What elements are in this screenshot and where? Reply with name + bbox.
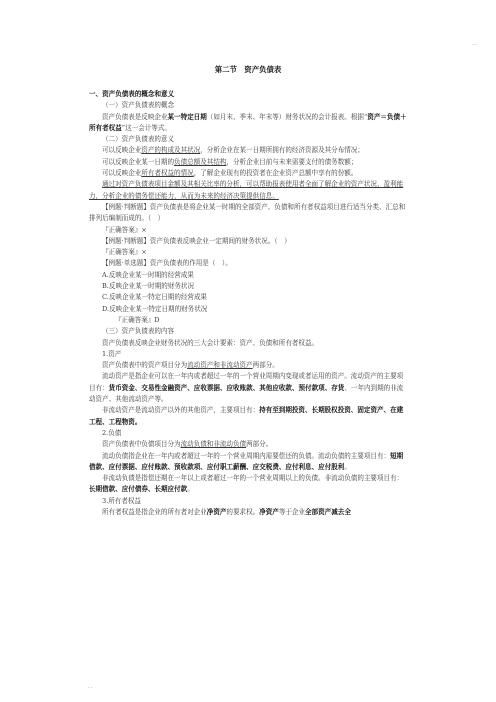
paragraph — [89, 473, 407, 496]
text-run: 等于企业 — [278, 507, 306, 516]
text-run: 【例题·单选题】资产负债表的作用是（ ）。 — [102, 259, 232, 268]
text-run: 所有者权益是指企业的所有者对企业 — [102, 507, 207, 516]
text-run: 可以反映企业某一日期的 — [102, 157, 175, 166]
text-run: 可以反映企业 — [102, 169, 142, 178]
text-run: 非流动资产是流动资产以外的其他资产，主要项目有： — [102, 406, 260, 415]
emphasis-text: 净资产 — [259, 507, 279, 516]
text-run: （三）资产负债表的内容 — [102, 327, 175, 336]
text-run: 资产负债表反映企业财务状况的三大会计要素：资产、负债和所有者权益。 — [102, 338, 319, 347]
paragraph — [89, 349, 407, 360]
text-run: （一）资产负债表的概念 — [102, 101, 175, 110]
paragraph — [89, 89, 407, 100]
text-run: 『正确答案』× — [102, 248, 147, 257]
paragraph — [89, 360, 407, 371]
emphasis-text: 某一特定日期 — [167, 112, 207, 121]
text-run: ，了解企业现有的投资者在企业资产总额中享有的份额。 — [193, 169, 358, 178]
paragraph — [89, 326, 407, 337]
underlined-text: 资产的构成及其状况 — [141, 146, 201, 155]
emphasis-text: 资产＝负债＋所有者权益 — [89, 112, 407, 132]
text-run: （二）资产负债表的意义 — [102, 135, 175, 144]
paragraph — [89, 281, 407, 292]
paragraph — [89, 315, 407, 326]
paragraph — [89, 202, 407, 225]
emphasis-text: 短期借款、应付票据、应付账款、预收款项、应付职工薪酬、应交税费、应付利息、应付股利 — [89, 451, 404, 471]
page-corner-mark-bottom: .. — [88, 683, 94, 690]
paragraph — [89, 405, 407, 428]
document-page — [89, 64, 407, 518]
text-run: （如月末、季末、年末等）财务状况的会计报表。根据“ — [206, 112, 368, 121]
text-run: 、一年内到期的非流动资产、其他流动资产等。 — [89, 383, 404, 404]
paragraph — [89, 258, 407, 269]
page-corner-mark-top: .. — [472, 40, 478, 47]
paragraph — [89, 270, 407, 281]
text-run: 资产负债表中的资产项目分为 — [102, 361, 188, 370]
paragraph — [89, 507, 407, 518]
paragraph — [89, 292, 407, 303]
text-run: 资产负债表中负债项目分为 — [102, 440, 181, 449]
paragraph — [89, 439, 407, 450]
text-run: B.反映企业某一时期的财务状况 — [102, 282, 195, 291]
paragraph — [89, 157, 407, 168]
text-run: 非流动负债是指偿还期在一年以上或者超过一年的一个营业周期以上的负债。非流动负债的主要项目有： — [102, 474, 404, 483]
emphasis-text: 一、资产负债表的概念和意义 — [89, 90, 175, 98]
underlined-text: 负债总额及其结构 — [174, 157, 227, 166]
text-run: 两部分。 — [252, 361, 279, 370]
paragraph — [89, 428, 407, 439]
text-run: ，分析企业目前与未来需要支付的债务数额； — [226, 157, 358, 166]
emphasis-text: 长期借款、应付债券、长期应付款 — [89, 485, 188, 494]
paragraph — [89, 236, 407, 247]
text-run: 流动负债指企业在一年内或者超过一年的一个营业周期内需要偿还的负债。流动负债的主要项目有： — [102, 451, 391, 460]
document-body — [89, 89, 407, 518]
paragraph — [89, 112, 407, 135]
text-run: 的要求权。 — [226, 507, 260, 516]
emphasis-text: 持有至到期投资、长期股权投资、固定资产、在建工程、工程物资。 — [89, 406, 404, 426]
paragraph — [89, 496, 407, 507]
emphasis-text: 净资产 — [206, 507, 227, 516]
text-run: 『正确答案』D — [115, 315, 160, 324]
underlined-text: 所有者权益的情况 — [141, 169, 194, 178]
underlined-text: 流动负债和非流动负债 — [180, 440, 247, 449]
text-run: 两部分。 — [246, 440, 273, 449]
text-run: 可以反映企业 — [102, 146, 142, 155]
text-run: C.反映企业某一特定日期的经营成果 — [102, 293, 208, 302]
text-run: 。 — [344, 462, 351, 471]
emphasis-text: 全部资产减去全 — [305, 507, 351, 516]
paragraph — [89, 247, 407, 258]
text-run: D.反映企业某一特定日期的财务状况 — [102, 304, 208, 313]
text-run: 1.资产 — [102, 349, 122, 358]
paragraph — [89, 371, 407, 405]
text-run: 『正确答案』× — [102, 225, 147, 234]
section-title: 第二节 资产负债表 — [214, 65, 282, 74]
text-run: A.反映企业某一时期的经营成果 — [102, 270, 194, 279]
underlined-text: 流动资产和非流动资产 — [187, 361, 253, 370]
paragraph — [89, 134, 407, 145]
underlined-text: 通过对资产负债表项目金额及其相关比率的分析，可以帮助报表使用者全面了解企业的资产状况、盈利能力，分析企业的债务偿还能力，从而为未来的经济决策提供信息。 — [89, 180, 404, 200]
text-run: 资产负债表是反映企业 — [102, 112, 168, 121]
text-run: 。 — [187, 485, 194, 494]
text-run: 3.所有者权益 — [102, 496, 141, 505]
text-run: 【例题·判断题】资产负债表是将企业某一时期的全部资产、负债和所有者权益项目进行适当分类、汇总和排列后编制而成的。（ ） — [89, 202, 406, 223]
paragraph — [89, 179, 407, 202]
text-run: 【例题·判断题】资产负债表反映企业一定期间的财务状况。（ ） — [102, 236, 291, 245]
text-run: 2.负债 — [102, 428, 122, 437]
paragraph — [89, 168, 407, 179]
paragraph — [89, 451, 407, 474]
paragraph — [89, 145, 407, 156]
text-run: ”这一会计等式。 — [121, 123, 171, 132]
paragraph — [89, 304, 407, 315]
emphasis-text: 货币资金、交易性金融资产、应收票据、应收账款、其他应收款、预付款项、存货 — [108, 383, 345, 392]
paragraph — [89, 225, 407, 236]
text-run: 流动资产是指企业可以在一年内或者超过一年的一个营业周期内变现或者运用的资产。流动资产的主要项目有： — [89, 372, 404, 392]
paragraph — [89, 100, 407, 111]
text-run: ，分析企业在某一日期所拥有的经济资源及其分布情况； — [200, 146, 364, 155]
paragraph — [89, 338, 407, 349]
